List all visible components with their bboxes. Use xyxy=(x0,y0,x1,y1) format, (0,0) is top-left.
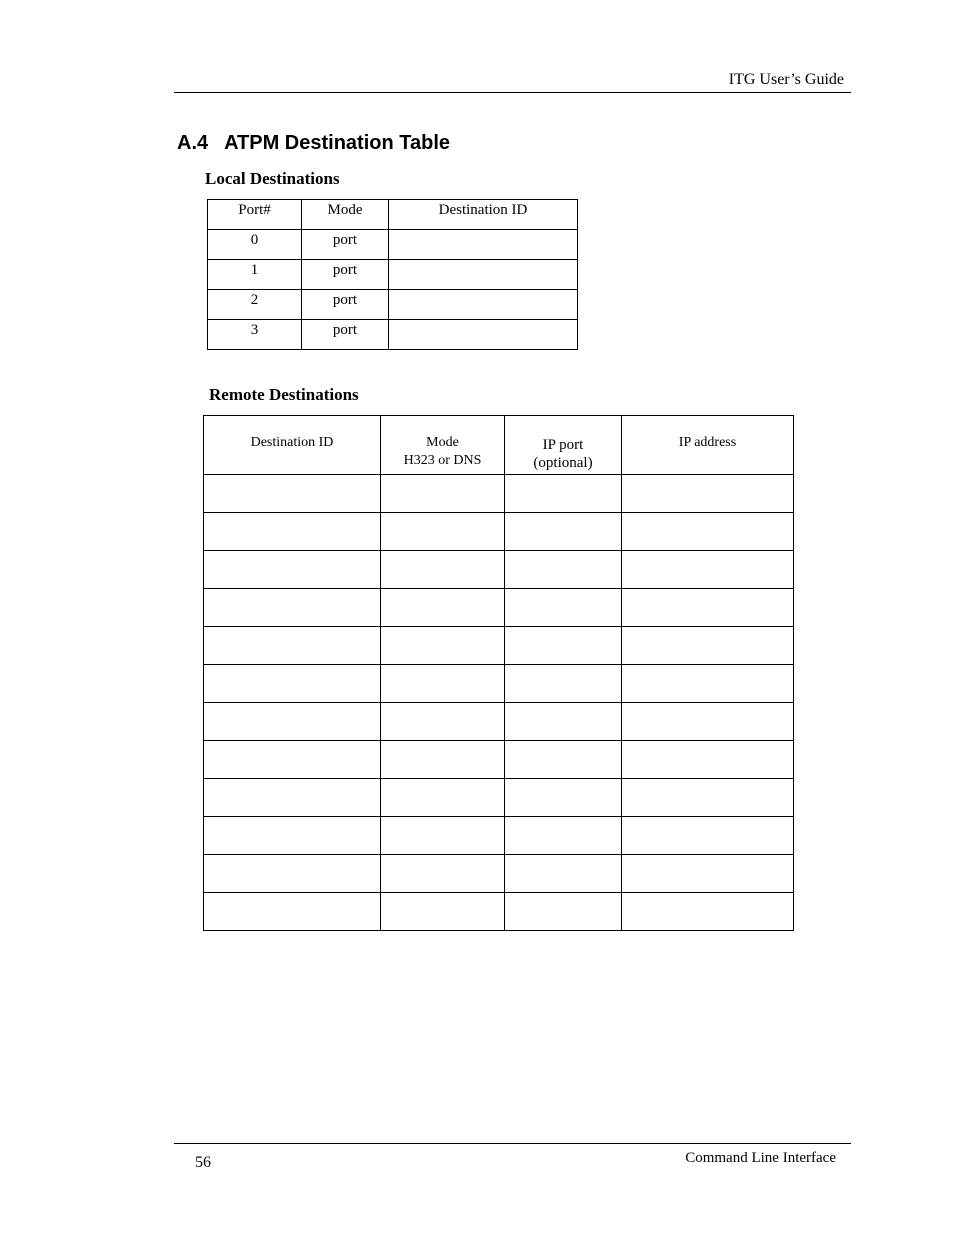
cell-ip-port xyxy=(505,627,622,665)
cell-mode xyxy=(381,893,505,931)
cell-mode xyxy=(381,779,505,817)
page-number: 56 xyxy=(195,1154,211,1171)
cell-mode: port xyxy=(302,230,389,260)
table-header-row xyxy=(204,416,794,475)
local-destinations-heading: Local Destinations xyxy=(205,169,340,188)
cell-destination-id xyxy=(204,817,381,855)
cell-ip-port xyxy=(505,513,622,551)
cell-destination-id xyxy=(204,589,381,627)
column-header-ip-address: IP address xyxy=(622,416,794,475)
cell-ip-address xyxy=(622,513,794,551)
cell-ip-port xyxy=(505,779,622,817)
table-row xyxy=(204,627,794,665)
cell-ip-address xyxy=(622,817,794,855)
table-row xyxy=(204,475,794,513)
column-header-port: Port# xyxy=(208,200,302,230)
cell-port: 1 xyxy=(208,260,302,290)
cell-mode xyxy=(381,741,505,779)
column-header-mode: Mode xyxy=(302,200,389,230)
remote-destinations-table xyxy=(203,415,794,931)
cell-mode xyxy=(381,589,505,627)
section-heading xyxy=(177,132,450,155)
mode-header-line2: H323 or DNS xyxy=(403,453,482,468)
cell-mode xyxy=(381,703,505,741)
cell-ip-address xyxy=(622,665,794,703)
cell-mode xyxy=(381,855,505,893)
ip-port-header-line2: (optional) xyxy=(533,455,593,471)
cell-mode: port xyxy=(302,260,389,290)
table-row xyxy=(204,551,794,589)
table-row xyxy=(204,855,794,893)
cell-destination-id xyxy=(204,513,381,551)
cell-destination-id xyxy=(389,230,578,260)
cell-ip-address xyxy=(622,893,794,931)
cell-mode xyxy=(381,665,505,703)
cell-mode xyxy=(381,513,505,551)
cell-destination-id xyxy=(389,320,578,350)
cell-destination-id xyxy=(204,475,381,513)
column-header-ip-port xyxy=(505,416,622,475)
cell-destination-id xyxy=(204,551,381,589)
cell-ip-address xyxy=(622,855,794,893)
footer-rule xyxy=(174,1143,851,1144)
table-row xyxy=(208,290,578,320)
cell-port: 3 xyxy=(208,320,302,350)
column-header-destination-id: Destination ID xyxy=(204,416,381,475)
table-row xyxy=(204,589,794,627)
cell-mode xyxy=(381,627,505,665)
table-row xyxy=(204,665,794,703)
cell-destination-id xyxy=(389,260,578,290)
cell-destination-id xyxy=(204,703,381,741)
column-header-mode xyxy=(381,416,505,475)
cell-destination-id xyxy=(204,627,381,665)
cell-ip-port xyxy=(505,551,622,589)
cell-destination-id xyxy=(204,893,381,931)
remote-destinations-heading: Remote Destinations xyxy=(209,385,359,404)
cell-ip-address xyxy=(622,551,794,589)
cell-ip-address xyxy=(622,741,794,779)
cell-destination-id xyxy=(204,665,381,703)
cell-destination-id xyxy=(389,290,578,320)
table-header-row xyxy=(208,200,578,230)
cell-ip-port xyxy=(505,893,622,931)
mode-header-line1: Mode xyxy=(426,435,459,450)
cell-mode: port xyxy=(302,290,389,320)
table-row xyxy=(204,703,794,741)
running-footer: Command Line Interface xyxy=(685,1150,836,1166)
table-row xyxy=(204,779,794,817)
local-destinations-table xyxy=(207,199,578,350)
header-rule xyxy=(174,92,851,93)
cell-ip-port xyxy=(505,665,622,703)
cell-port: 0 xyxy=(208,230,302,260)
cell-ip-port xyxy=(505,703,622,741)
cell-mode: port xyxy=(302,320,389,350)
cell-ip-port xyxy=(505,741,622,779)
section-number: A.4 xyxy=(177,132,209,154)
cell-ip-address xyxy=(622,703,794,741)
ip-port-header-line1: IP port xyxy=(542,437,584,453)
section-title: ATPM Destination Table xyxy=(224,132,450,154)
cell-mode xyxy=(381,551,505,589)
table-row xyxy=(208,260,578,290)
cell-ip-address xyxy=(622,589,794,627)
table-row xyxy=(204,741,794,779)
table-row xyxy=(208,230,578,260)
cell-mode xyxy=(381,475,505,513)
table-row xyxy=(208,320,578,350)
cell-ip-address xyxy=(622,627,794,665)
cell-mode xyxy=(381,817,505,855)
cell-destination-id xyxy=(204,855,381,893)
cell-ip-port xyxy=(505,855,622,893)
cell-destination-id xyxy=(204,741,381,779)
column-header-destination-id: Destination ID xyxy=(389,200,578,230)
table-row xyxy=(204,513,794,551)
table-row xyxy=(204,817,794,855)
running-header: ITG User’s Guide xyxy=(728,71,844,88)
table-row xyxy=(204,893,794,931)
cell-port: 2 xyxy=(208,290,302,320)
cell-ip-address xyxy=(622,475,794,513)
cell-ip-port xyxy=(505,817,622,855)
cell-destination-id xyxy=(204,779,381,817)
cell-ip-port xyxy=(505,589,622,627)
cell-ip-port xyxy=(505,475,622,513)
cell-ip-address xyxy=(622,779,794,817)
